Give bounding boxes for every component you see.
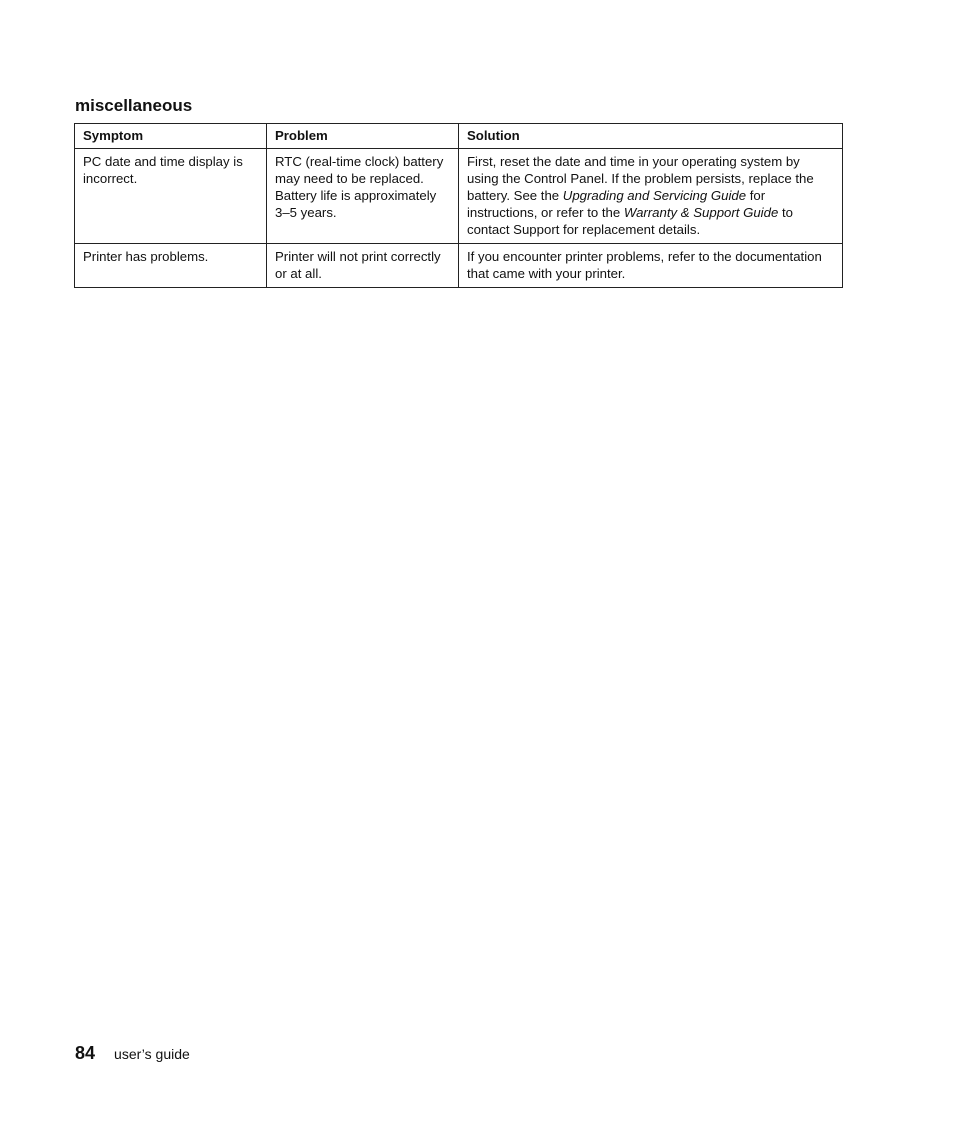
column-header-problem: Problem bbox=[267, 124, 459, 149]
section-title: miscellaneous bbox=[75, 96, 193, 115]
solution-cell bbox=[459, 149, 843, 244]
solution-cell: If you encounter printer problems, refer to the documentation that came with your printer. bbox=[459, 244, 843, 288]
symptom-cell: PC date and time display is incorrect. bbox=[75, 149, 267, 244]
symptom-cell: Printer has problems. bbox=[75, 244, 267, 288]
solution-text: First, reset the date and time in your operating system by using the Control Panel. If the problem persists, replace the battery. See the bbox=[467, 154, 814, 203]
guide-title-upgrading: Upgrading and Servicing Guide bbox=[562, 188, 747, 203]
solution-text: to contact Support for replacement details. bbox=[467, 205, 793, 237]
table-row bbox=[75, 149, 843, 244]
page-footer bbox=[75, 1043, 190, 1064]
solution-text: for instructions, or refer to the bbox=[467, 188, 766, 220]
problem-cell: RTC (real-time clock) battery may need to be replaced. Battery life is approximately 3–5 years. bbox=[267, 149, 459, 244]
table-header-row bbox=[75, 124, 843, 149]
problem-cell: Printer will not print correctly or at all. bbox=[267, 244, 459, 288]
column-header-solution: Solution bbox=[459, 124, 843, 149]
column-header-symptom: Symptom bbox=[75, 124, 267, 149]
guide-title-warranty: Warranty & Support Guide bbox=[623, 205, 779, 220]
troubleshooting-table bbox=[74, 123, 843, 288]
footer-label: user’s guide bbox=[114, 1046, 190, 1062]
page-number: 84 bbox=[75, 1043, 96, 1063]
table-row bbox=[75, 244, 843, 288]
